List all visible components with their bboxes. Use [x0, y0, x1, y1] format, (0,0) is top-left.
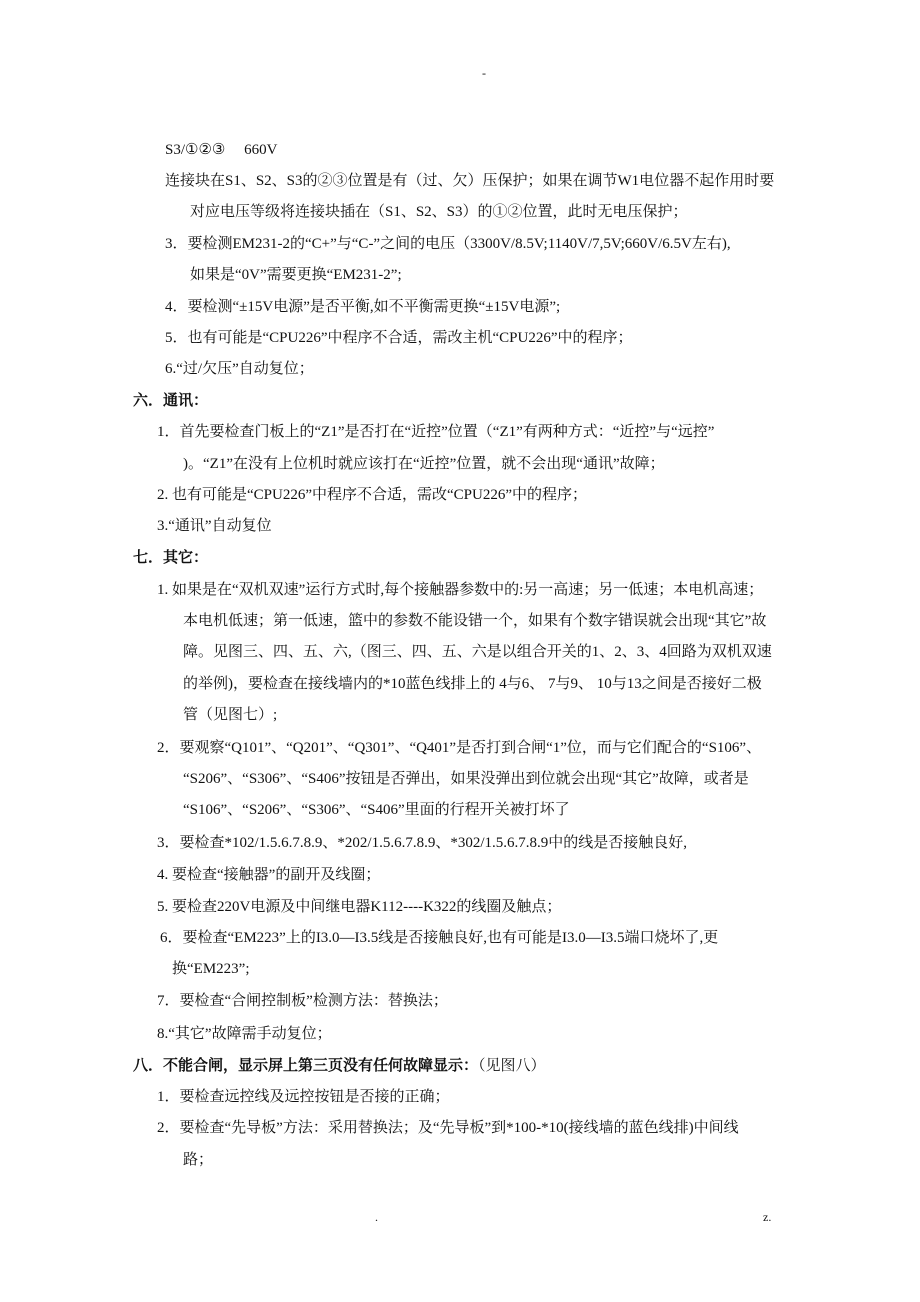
- text-line: 本电机低速；第一低速，篮中的参数不能设错一个，如果有个数字错误就会出现“其它”故: [183, 613, 767, 629]
- list-item: 6.“过/欠压”自动复位；: [165, 361, 314, 377]
- page-header-mark: -: [482, 66, 486, 80]
- text-line: 如果是“0V”需要更换“EM231-2”;: [190, 267, 402, 283]
- text-line: “S106”、“S206”、“S306”、“S406”里面的行程开关被打坏了: [183, 802, 570, 818]
- text-line: 换“EM223”;: [172, 961, 250, 977]
- section-heading: [133, 1056, 546, 1076]
- list-item: 2. 也有可能是“CPU226”中程序不合适，需改“CPU226”中的程序；: [157, 487, 587, 503]
- list-item: 1．要检查远控线及远控按钮是否接的正确；: [157, 1089, 450, 1105]
- list-item: 1．首先要检查门板上的“Z1”是否打在“近控”位置（“Z1”有两种方式：“近控”与“远控”: [157, 424, 715, 440]
- section-heading: 七．其它：: [133, 550, 209, 566]
- footer-left-mark: .: [375, 1210, 378, 1224]
- list-item: 8.“其它”故障需手动复位；: [157, 1026, 332, 1042]
- list-item: 1. 如果是在“双机双速”运行方式时,每个接触器参数中的:另一高速；另一低速；本电机高速；: [157, 582, 764, 598]
- text-line: 的举例)，要检查在接线墙内的*10蓝色线排上的 4与6、 7与9、 10与13之间是否接好二极: [183, 676, 762, 692]
- list-item: 2．要观察“Q101”、“Q201”、“Q301”、“Q401”是否打到合闸“1”位，而与它们配合的“S106”、: [157, 740, 762, 756]
- text-line: 障。见图三、四、五、六,（图三、四、五、六是以组合开关的1、2、3、4回路为双机双速: [183, 644, 772, 660]
- text-line: “S206”、“S306”、“S406”按钮是否弹出，如果没弹出到位就会出现“其它”故障，或者是: [183, 771, 749, 787]
- list-item: 2．要检查“先导板”方法：采用替换法；及“先导板”到*100-*10(接线墙的蓝色线排)中间线: [157, 1120, 739, 1136]
- list-item: 5. 要检查220V电源及中间继电器K112----K322的线圈及触点；: [157, 899, 562, 915]
- list-item: 3.“通讯”自动复位: [157, 518, 272, 534]
- text-line: 连接块在S1、S2、S3的②③位置是有（过、欠）压保护；如果在调节W1电位器不起作用时要: [165, 173, 775, 189]
- list-item: 4．要检测“±15V电源”是否平衡,如不平衡需更换“±15V电源”;: [165, 299, 561, 315]
- list-item: 3．要检测EM231-2的“C+”与“C-”之间的电压（3300V/8.5V;1140V/7,5V;660V/6.5V左右),: [165, 236, 731, 252]
- section-note: （见图八）: [478, 1058, 546, 1074]
- list-item: 6．要检查“EM223”上的I3.0—I3.5线是否接触良好,也有可能是I3.0—I3.5端口烧坏了,更: [160, 930, 719, 946]
- list-item: 5．也有可能是“CPU226”中程序不合适，需改主机“CPU226”中的程序；: [165, 330, 633, 346]
- section-heading-text: 八．不能合闸，显示屏上第三页没有任何故障显示：: [133, 1058, 479, 1074]
- list-item: 4. 要检查“接触器”的副开及线圈；: [157, 867, 381, 883]
- text-line: )。“Z1”在没有上位机时就应该打在“近控”位置，就不会出现“通讯”故障；: [183, 456, 665, 472]
- text-line: 对应电压等级将连接块插在（S1、S2、S3）的①②位置，此时无电压保护；: [190, 204, 688, 220]
- text-line: S3/①②③ 660V: [165, 142, 278, 158]
- section-heading: 六．通讯：: [133, 393, 209, 409]
- list-item: 3．要检查*102/1.5.6.7.8.9、*202/1.5.6.7.8.9、*302/1.5.6.7.8.9中的线是否接触良好,: [157, 835, 688, 851]
- list-item: 7．要检查“合闸控制板”检测方法：替换法；: [157, 993, 448, 1009]
- text-line: 管（见图七）;: [183, 707, 278, 723]
- footer-right-mark: z.: [763, 1210, 772, 1224]
- text-line: 路；: [183, 1152, 214, 1168]
